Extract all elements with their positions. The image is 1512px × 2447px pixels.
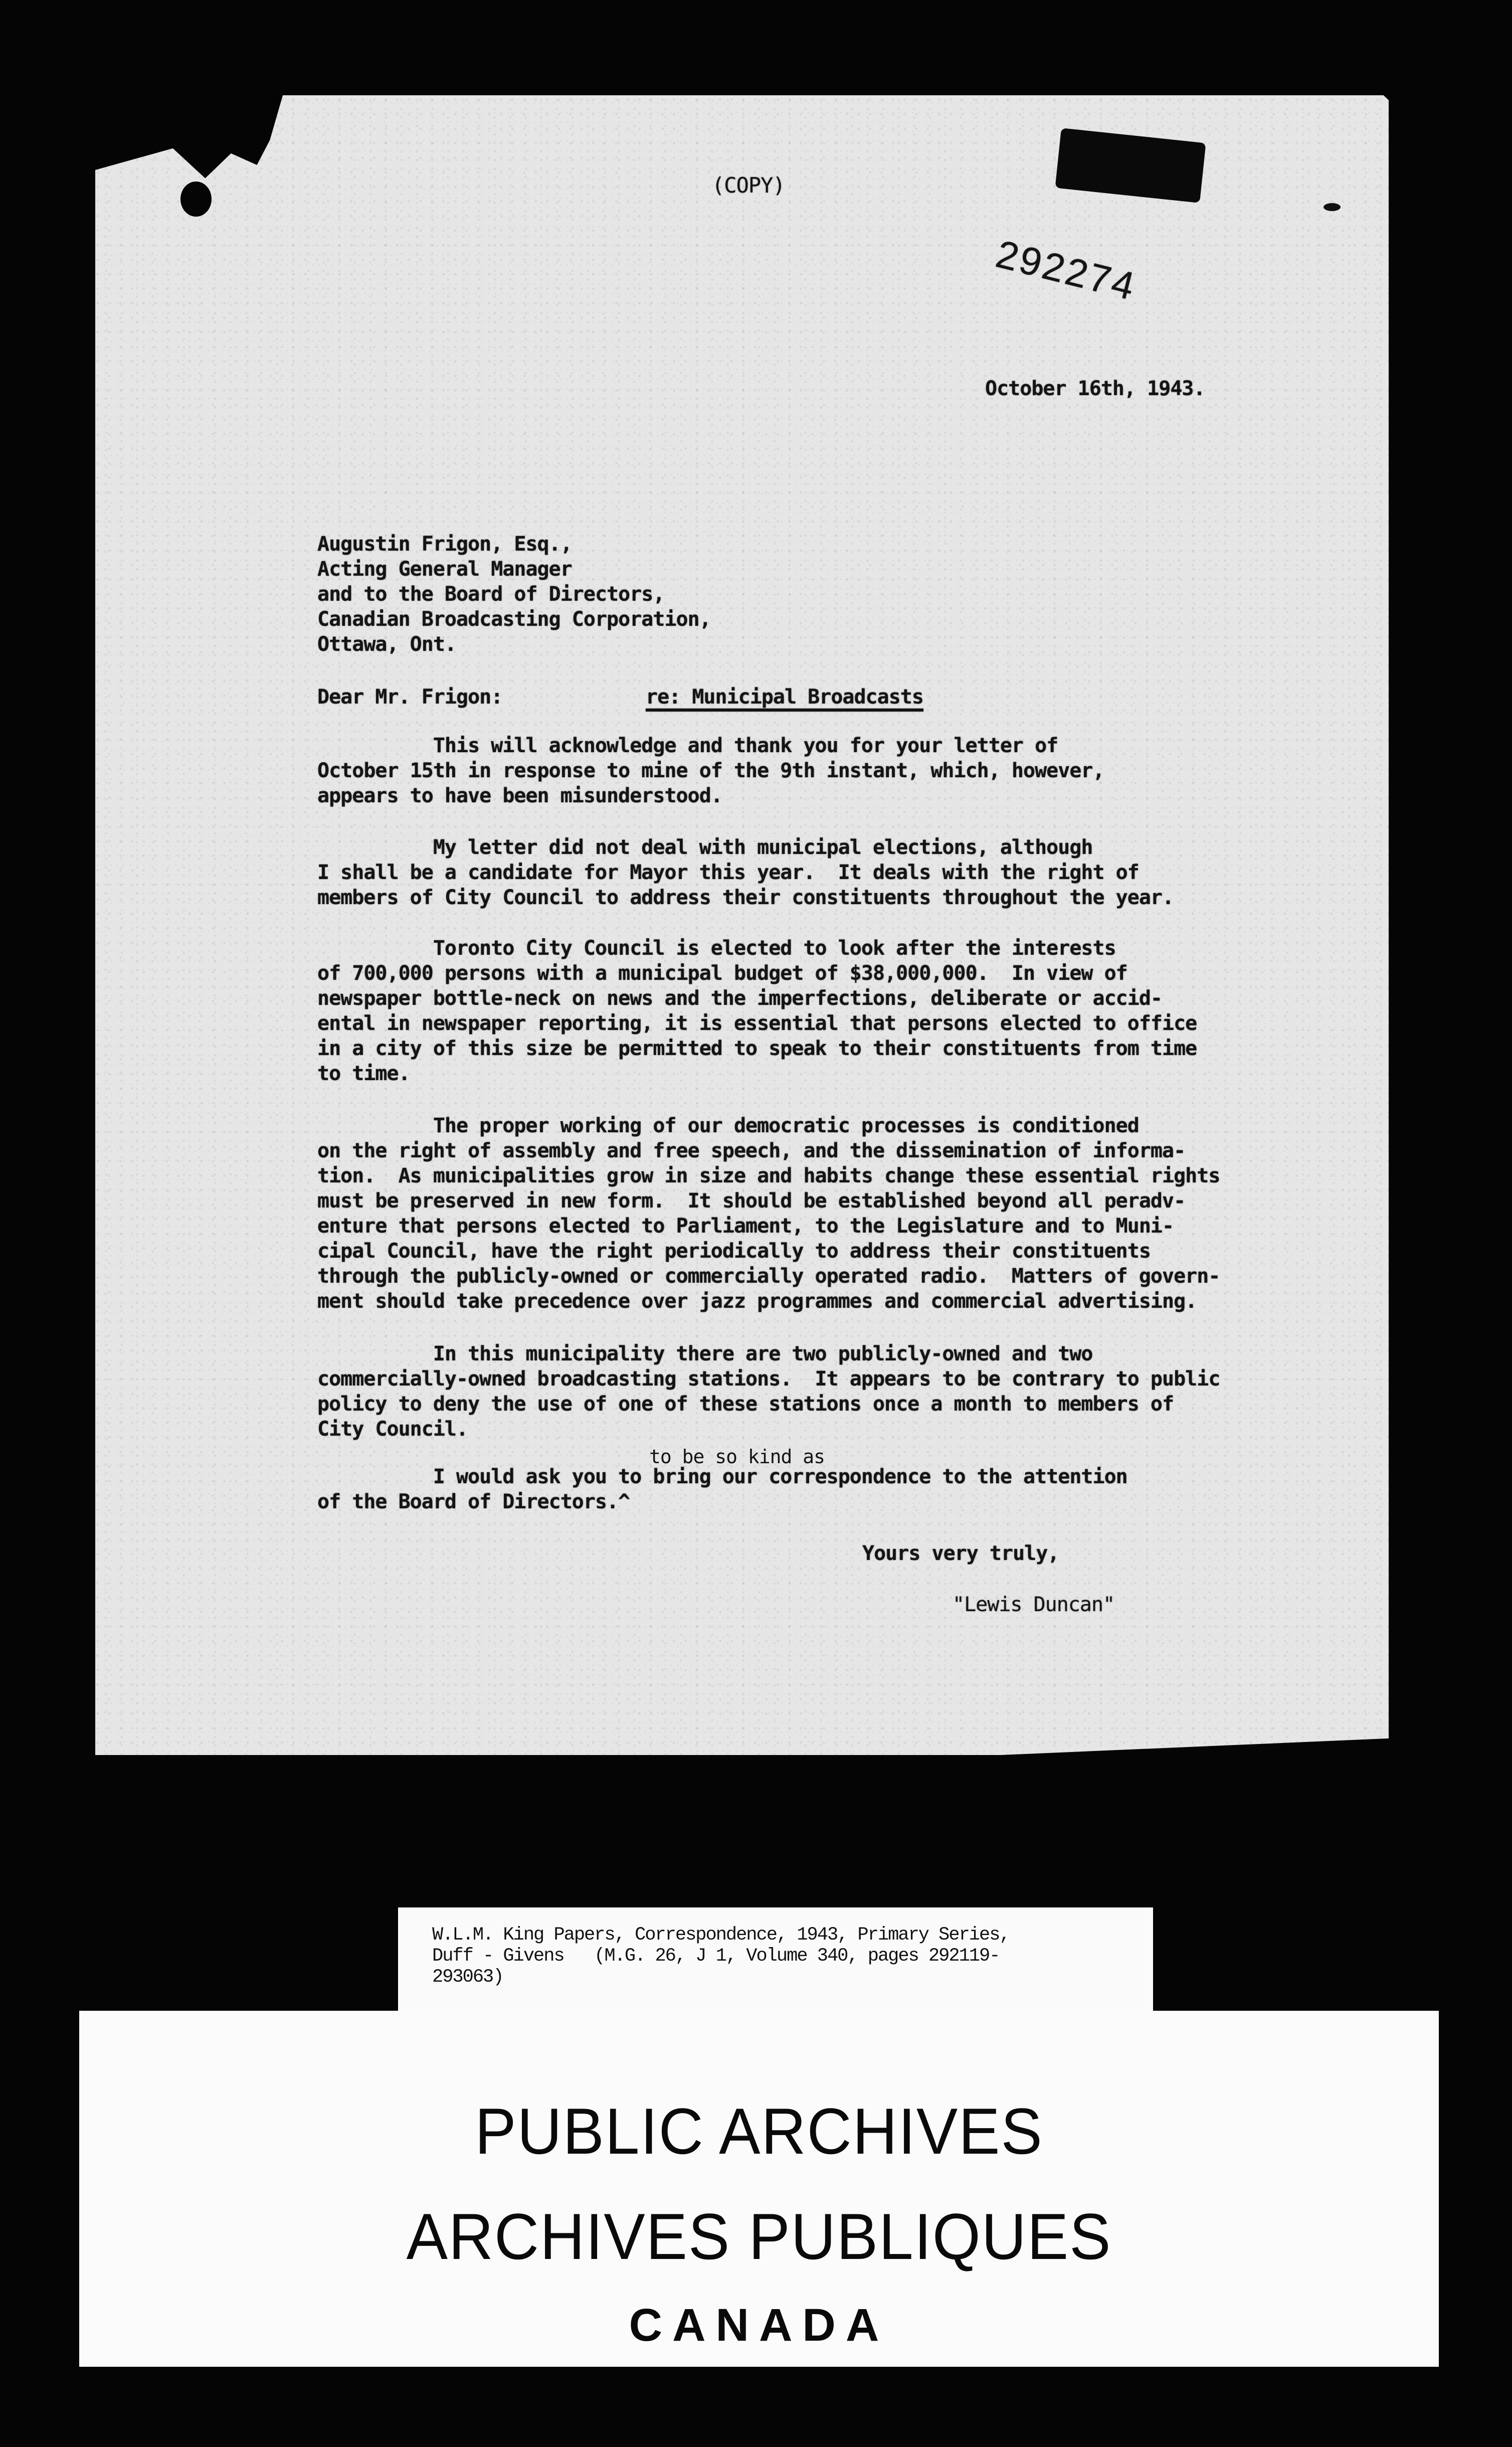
subject-line: re: Municipal Broadcasts	[646, 685, 923, 709]
body-paragraph: Toronto City Council is elected to look after the interests of 700,000 persons with a municipal budget of $38,000,000. In view of newspaper bottle-neck on news and the imperfections, deliberate or accid- ental in newspaper reporting, it is essential that persons elected to office in a city of this size be permitted to speak to their constituents from time to time.	[317, 937, 1197, 1085]
citation-text: W.L.M. King Papers, Correspondence, 1943, Primary Series, Duff - Givens (M.G. 26, J 1, Volume 340, pages 292119- 293063)	[432, 1925, 1010, 1988]
address-line: and to the Board of Directors,	[317, 583, 665, 606]
address-line: Ottawa, Ont.	[317, 633, 456, 656]
letter-date: October 16th, 1943.	[985, 377, 1205, 400]
body-paragraph: This will acknowledge and thank you for your letter of October 15th in response to mine of the 9th instant, which, however, appears to have been misunderstood.	[317, 734, 1104, 807]
document-number-stamp: 292274	[992, 231, 1141, 309]
archive-stamp-country: CANADA	[629, 2300, 889, 2351]
closing: Yours very truly,	[862, 1542, 1059, 1565]
signature: "Lewis Duncan"	[953, 1593, 1115, 1616]
body-paragraph: I would ask you to bring our correspondence to the attention of the Board of Directors.^	[317, 1465, 1127, 1513]
body-paragraph: In this municipality there are two publicly-owned and two commercially-owned broadcasting stations. It appears to be contrary to public policy to deny the use of one of these stations once a month to members of City Council.	[317, 1342, 1220, 1441]
handwritten-insertion: to be so kind as	[649, 1446, 825, 1468]
salutation: Dear Mr. Frigon:	[317, 685, 503, 709]
body-paragraph: My letter did not deal with municipal elections, although I shall be a candidate for Mayor this year. It deals with the right of members of City Council to address their constituents throughout the year.	[317, 836, 1174, 909]
copy-mark: (COPY)	[712, 173, 785, 198]
body-paragraph: The proper working of our democratic processes is conditioned on the right of assembly and free speech, and the dissemination of informa- tion. As municipalities grow in size and habits change these essential rights must be preserved in new form. It should be established beyond all peradv- enture that persons elected to Parliament, to the Legislature and to Muni- cipal Council, have the right periodically to address their constituents through the publicly-owned or commercially operated radio. Matters of govern- ment should take precedence over jazz programmes and commercial advertising.	[317, 1114, 1220, 1313]
punch-hole	[180, 182, 212, 217]
address-line: Augustin Frigon, Esq.,	[317, 533, 572, 556]
archive-stamp-french: ARCHIVES PUBLIQUES	[406, 2200, 1112, 2273]
address-line: Acting General Manager	[317, 558, 572, 581]
address-line: Canadian Broadcasting Corporation,	[317, 608, 711, 631]
ink-speck	[1324, 203, 1341, 211]
recipient-address	[317, 532, 711, 657]
archive-stamp-english: PUBLIC ARCHIVES	[475, 2094, 1043, 2168]
